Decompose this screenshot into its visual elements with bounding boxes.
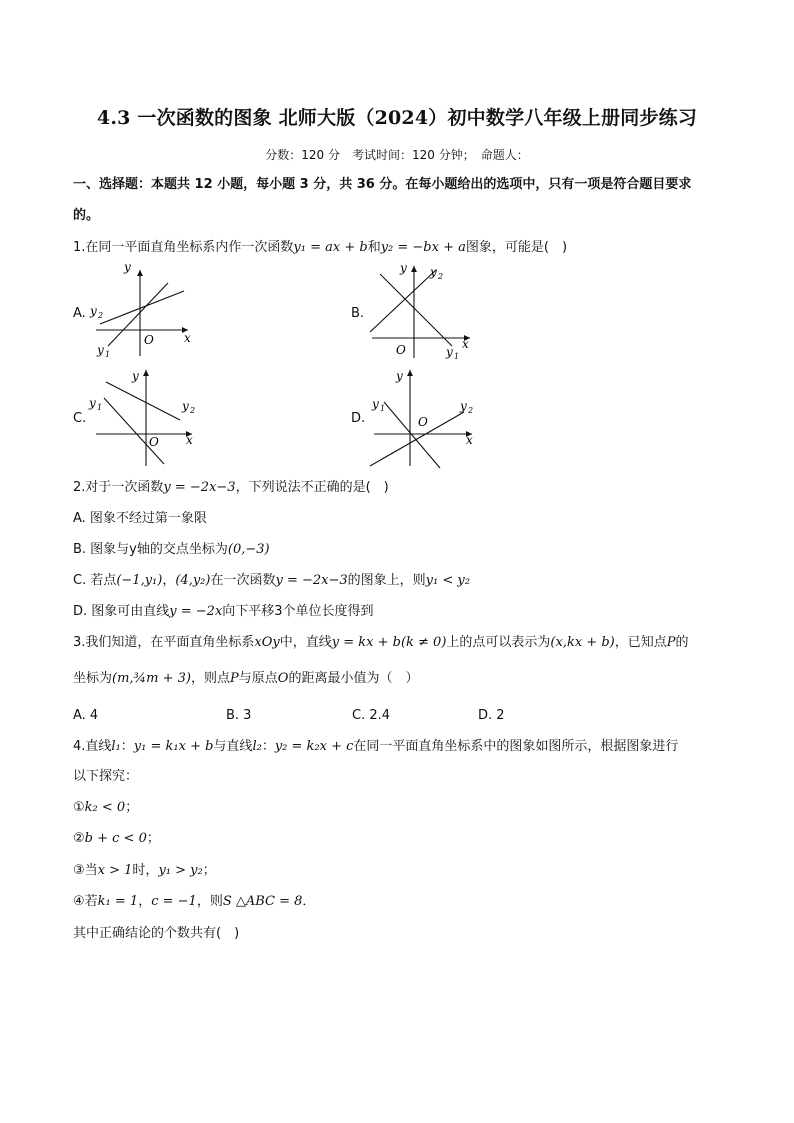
line-y1 (104, 398, 164, 464)
y1-label: y (97, 343, 104, 357)
q2-option-b[interactable] (73, 541, 270, 558)
q4-item1-n: ① (73, 800, 85, 815)
q3-option-a[interactable]: A. 4 (73, 708, 99, 723)
y1-label: y (89, 396, 96, 410)
x-axis-label: x (186, 433, 193, 447)
q3-l2-f2: P (230, 671, 239, 686)
q4-item4-s: ． (302, 894, 316, 909)
q1-formula1: y₁ = ax + b (293, 240, 368, 255)
q2-option-c-a: C. 若点 (73, 573, 117, 588)
y-arrow-icon (137, 270, 143, 276)
q3-stem-line2 (73, 670, 418, 687)
q4-item1-f: k₂ < 0 (84, 800, 126, 815)
q2-option-b-formula: (0,−3) (227, 542, 270, 557)
x-axis-label: x (466, 433, 473, 447)
line-y1 (384, 402, 440, 468)
q4-item-4 (73, 893, 315, 910)
q4-l1-a: 4.直线 (73, 739, 112, 754)
exam-info: 分数：120 分 考试时间：120 分钟； 命题人： (265, 148, 529, 162)
section-heading-line2: 的。 (73, 208, 100, 223)
q1-stem (73, 239, 567, 256)
q1-option-a-label[interactable]: A. (73, 306, 86, 321)
y2-label: y (430, 265, 437, 279)
q2-option-c-c: 的图象上，则 (347, 573, 426, 588)
q3-l1-f4: P (666, 635, 676, 650)
q2-option-c-formula: y = −2x−3 (275, 573, 348, 588)
q4-l1-c: 与直线 (213, 739, 253, 754)
y1-sub: 1 (380, 404, 386, 413)
q1-graph-c (88, 364, 203, 470)
y2-sub: 2 (190, 406, 196, 415)
q2-stem (73, 479, 389, 496)
q4-item-3 (73, 862, 216, 879)
q1-graph-a (88, 258, 198, 358)
q3-l1-c: 上的点可以表示为 (446, 635, 551, 650)
q3-option-b[interactable]: B. 3 (226, 708, 252, 723)
q2-option-c[interactable] (73, 572, 470, 589)
y2-label: y (90, 304, 97, 318)
q4-stem-line2: 以下探究： (73, 769, 139, 784)
q4-item4-f3: S △ABC = 8 (222, 894, 303, 909)
origin-label: O (144, 333, 154, 347)
origin-label: O (396, 343, 406, 357)
q4-l1-f4: y₂ = k₂x + c (274, 739, 354, 754)
q3-option-c[interactable]: C. 2.4 (352, 708, 391, 723)
q3-l1-f2: y = kx + b(k ≠ 0) (331, 635, 447, 650)
page-title: 4.3 一次函数的图象 北师大版（2024）初中数学八年级上册同步练习 (96, 107, 698, 129)
line-y2 (100, 291, 184, 324)
q1-text-a: 1.在同一平面直角坐标系内作一次函数 (73, 240, 294, 255)
q3-l1-e: 的 (675, 635, 689, 650)
q3-l2-b: ，则点 (190, 671, 230, 686)
q2-option-d-formula: y = −2x (169, 604, 223, 619)
q2-stem-b: ，下列说法不正确的是( ) (235, 480, 389, 495)
y2-label: y (182, 399, 189, 413)
q1-option-d-label[interactable]: D. (351, 411, 366, 426)
y-arrow-icon (407, 370, 413, 376)
y2-sub: 2 (438, 272, 444, 281)
q4-item3-s: ； (202, 863, 216, 878)
q4-item4-t2: ，则 (196, 894, 223, 909)
q4-item3-f1: x > 1 (97, 863, 133, 878)
line-y1 (380, 274, 452, 346)
section-heading-line1: 一、选择题：本题共 12 小题，每小题 3 分，共 36 分。在每小题给出的选项中，只有一项是符合题目要求 (73, 177, 692, 192)
q2-option-a[interactable]: A. 图象不经过第一象限 (73, 511, 207, 526)
q3-l1-f1: xOy (254, 635, 280, 650)
q4-item4-f1: k₁ = 1 (97, 894, 139, 909)
x-axis-label: x (462, 337, 469, 351)
y1-label: y (446, 345, 453, 359)
q4-l1-b: ： (120, 739, 134, 754)
q2-option-b-text: B. 图象与y轴的交点坐标为 (73, 542, 228, 557)
q1-option-b-label[interactable]: B. (351, 306, 365, 321)
q3-l2-d: 的距离最小值为（ ） (288, 671, 419, 686)
q3-l2-c: 与原点 (238, 671, 278, 686)
q4-item1-s: ； (125, 800, 139, 815)
q4-l1-f2: y₁ = k₁x + b (133, 739, 214, 754)
y2-sub: 2 (468, 406, 474, 415)
q2-option-c-b: 在一次函数 (210, 573, 276, 588)
q2-option-d-a: D. 图象可由直线 (73, 604, 170, 619)
q3-l1-d: ，已知点 (614, 635, 667, 650)
q2-option-d[interactable] (73, 603, 374, 620)
q3-option-d[interactable]: D. 2 (478, 708, 505, 723)
q4-item3-f2: y₁ > y₂ (158, 863, 203, 878)
q4-item4-t: ， (138, 894, 152, 909)
line-y2 (106, 382, 180, 420)
q4-item-1 (73, 799, 138, 816)
y1-sub: 1 (105, 350, 111, 359)
q1-text-b: 和 (367, 240, 381, 255)
q2-option-d-b: 向下平移3个单位长度得到 (222, 604, 374, 619)
q2-option-c-p1: (−1,y₁) (116, 573, 163, 588)
origin-label: O (149, 435, 159, 449)
q1-graph-d (364, 364, 482, 470)
q1-formula2: y₂ = −bx + a (380, 240, 466, 255)
line-y1 (108, 283, 168, 346)
y-axis-label: y (132, 369, 139, 383)
q3-l1-a: 3.我们知道，在平面直角坐标系 (73, 635, 255, 650)
q3-l2-f3: O (277, 671, 289, 686)
q1-text-c: 图象，可能是( ) (465, 240, 568, 255)
y1-sub: 1 (97, 403, 103, 412)
q4-item2-s: ； (146, 831, 160, 846)
line-y2 (370, 270, 436, 332)
q4-question: 其中正确结论的个数共有( ) (73, 926, 240, 941)
q2-stem-formula: y = −2x−3 (163, 480, 236, 495)
line-y2 (370, 412, 464, 466)
q4-l1-f1: l₁ (111, 739, 121, 754)
y-arrow-icon (411, 266, 417, 272)
q4-item2-f: b + c < 0 (84, 831, 147, 846)
q1-graph-b (366, 258, 481, 363)
q4-item-2 (73, 830, 160, 847)
q3-l2-a: 坐标为 (73, 671, 113, 686)
y1-sub: 1 (454, 352, 460, 361)
q4-item3-t: 时， (132, 863, 159, 878)
origin-label: O (418, 415, 428, 429)
q4-l1-e: 在同一平面直角坐标系中的图象如图所示，根据图象进行 (353, 739, 679, 754)
q4-item3-n: ③当 (73, 863, 98, 878)
q3-l2-f1: (m,¾m + 3) (112, 671, 191, 686)
q4-item4-f2: c = −1 (151, 894, 197, 909)
y-axis-label: y (400, 261, 407, 275)
q4-stem-line1 (73, 738, 678, 755)
q3-stem-line1 (73, 634, 689, 651)
q4-item2-n: ② (73, 831, 85, 846)
y-axis-label: y (396, 369, 403, 383)
q4-l1-d: ： (261, 739, 275, 754)
y-axis-label: y (124, 260, 131, 274)
q3-l1-f3: (x,kx + b) (550, 635, 615, 650)
q3-l1-b: 中，直线 (279, 635, 332, 650)
q2-option-c-result: y₁ < y₂ (425, 573, 470, 588)
q4-l1-f3: l₂ (252, 739, 262, 754)
y-arrow-icon (143, 370, 149, 376)
q2-option-c-sep: ， (162, 573, 176, 588)
q4-item4-n: ④若 (73, 894, 98, 909)
q2-option-c-p2: (4,y₂) (175, 573, 211, 588)
q2-stem-a: 2.对于一次函数 (73, 480, 164, 495)
q1-option-c-label[interactable]: C. (73, 411, 87, 426)
x-axis-label: x (184, 331, 191, 345)
y2-label: y (460, 399, 467, 413)
y1-label: y (372, 397, 379, 411)
y2-sub: 2 (98, 311, 104, 320)
